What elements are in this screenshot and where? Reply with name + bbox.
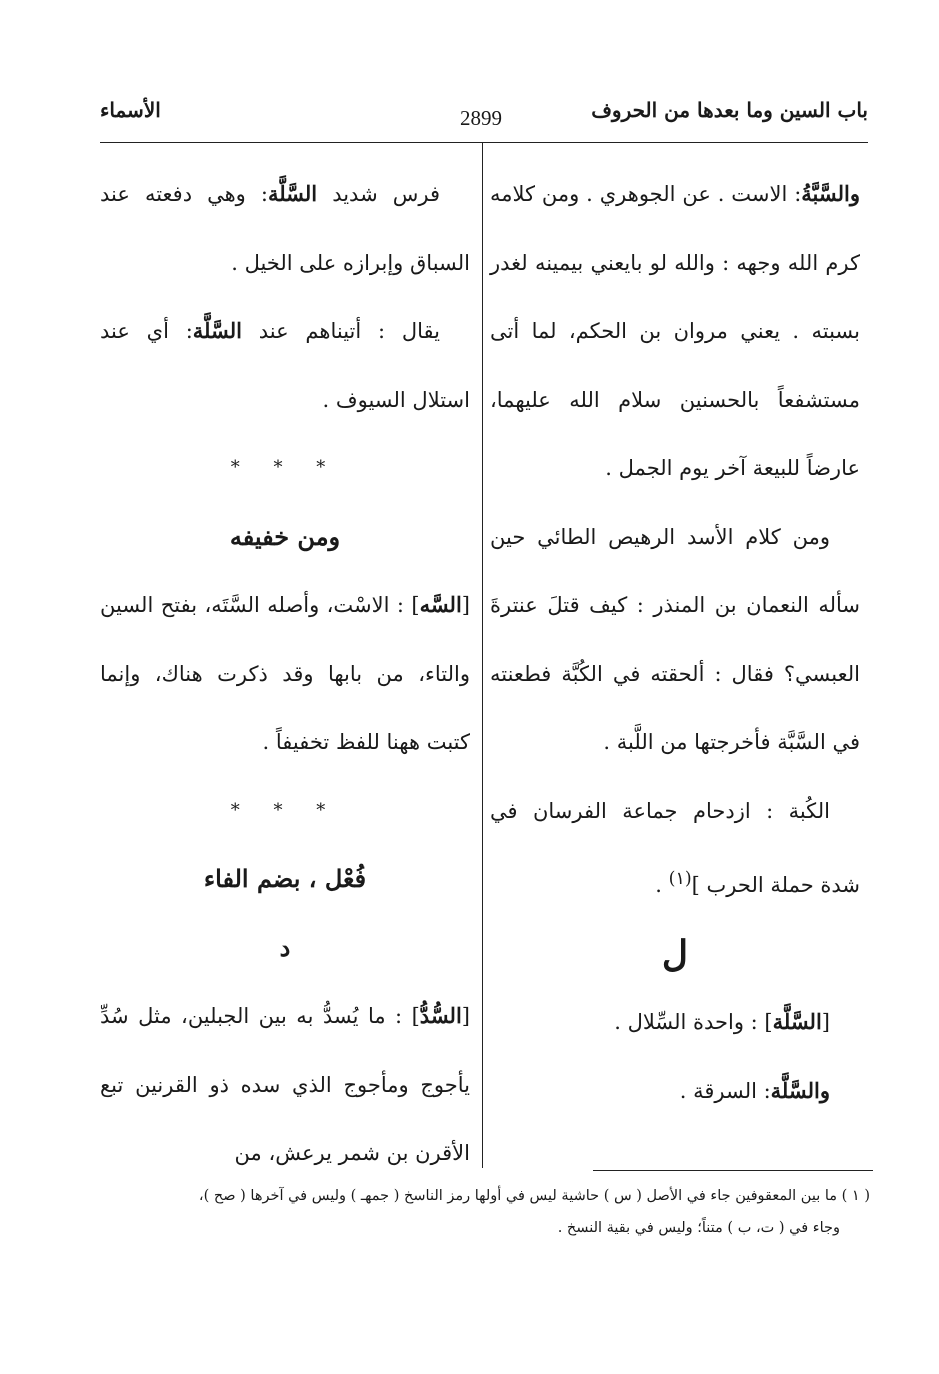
- column-divider: [482, 143, 483, 1168]
- header-rule: [100, 142, 868, 143]
- letter-heading: ل: [661, 932, 689, 975]
- subsection-heading: فُعْل ، بضم الفاء: [203, 864, 367, 893]
- bracket: [: [821, 1010, 830, 1034]
- section-separator: * * *: [230, 799, 340, 821]
- headword: السَّه: [419, 592, 462, 617]
- footnote-line: ( ١ ) ما بين المعقوفين جاء في الأصل ( س ) حاشية ليس في أولها رمز الناسخ ( جمهـ ) وليس في آخرها ( صح )،: [198, 1188, 870, 1204]
- entry-salla: [490, 988, 860, 1057]
- entry-yuqal: [100, 297, 470, 434]
- letter-heading: د: [279, 932, 291, 962]
- headword: والسَّلَّة: [770, 1077, 830, 1103]
- entry-sabba: [490, 160, 860, 503]
- entry-sah: [100, 571, 470, 777]
- entry-text: ومن كلام الأسد الرهيص الطائي حين سأله النعمان بن المنذر : كيف قتلَ عنترةَ العبسي؟ فقال : ألحقته في الكُبَّة فطعنته في السَّبَّة فأخرجتها من اللَّبة .: [490, 524, 860, 754]
- entry-text: ] : واحدة السِّلال .: [614, 1010, 773, 1034]
- entry-text: .: [655, 873, 669, 897]
- entry-text: الكُبة : ازدحام جماعة الفرسان في شدة حملة الحرب ]: [490, 798, 860, 897]
- footnote-ref: (١): [668, 869, 692, 889]
- page-number: 2899: [460, 106, 502, 130]
- headword: السَّلَّة: [772, 1009, 822, 1034]
- headword: والسَّبَّةُ: [801, 181, 860, 206]
- subsection-heading: ومن خفيفه: [229, 521, 341, 551]
- entry-text: : الاست . عن الجوهري . ومن كلامه كرم الله وجهه : والله لو بايعني بيمينه لغدر بسبته . يعني مروان بن الحكم، لما أتى مستشفعاً بالحسنين سلام الله عليهما، عارضاً للبيعة آخر يوم الجمل .: [490, 182, 860, 480]
- entry-text: : السرقة .: [679, 1078, 771, 1103]
- entry-sadd: [100, 982, 470, 1188]
- headword: السَّلَّة: [192, 318, 242, 343]
- entry-kubba: [490, 777, 860, 920]
- headword: السَّلَّة: [267, 181, 318, 206]
- page-header: [100, 98, 868, 138]
- entry-text: : أي عند استلال السيوف .: [100, 319, 470, 412]
- entry-text: ] : الاسْت، وأصله السَّتَه، بفتح السين والتاء، من بابها وقد ذكرت هناك، وإنما كتبت ههنا للفظ تخفيفاً .: [100, 593, 470, 754]
- footnote: [100, 1180, 870, 1244]
- footnote-line: وجاء في ( ت، ب ) متناً؛ وليس في بقية النسخ .: [557, 1220, 840, 1236]
- entry-text: فرس شديد: [317, 182, 440, 206]
- chapter-title: باب السين وما بعدها من الحروف: [591, 98, 868, 122]
- entry-text: يقال : أتيناهم عند: [241, 319, 440, 343]
- section-title: الأسماء: [100, 98, 161, 122]
- entry-quote: [490, 503, 860, 777]
- bracket: [: [461, 1004, 470, 1028]
- footnote-rule: [593, 1170, 873, 1171]
- section-separator: * * *: [230, 457, 340, 478]
- entry-text: ] : ما يُسدُّ به بين الجبلين، مثل سُدِّ يأجوج ومأجوج الذي سده ذو القرنين تبع الأقرن بن شمر يرعش، من: [100, 1004, 470, 1165]
- entry-text: : وهي دفعته عند السباق وإبرازه على الخيل .: [100, 182, 470, 275]
- left-column: [100, 160, 470, 1188]
- entry-salla-theft: [490, 1057, 860, 1126]
- headword: السُّدُّ: [419, 1003, 462, 1028]
- entry-faras: [100, 160, 470, 297]
- right-column: [490, 160, 860, 1125]
- bracket: [: [461, 593, 470, 617]
